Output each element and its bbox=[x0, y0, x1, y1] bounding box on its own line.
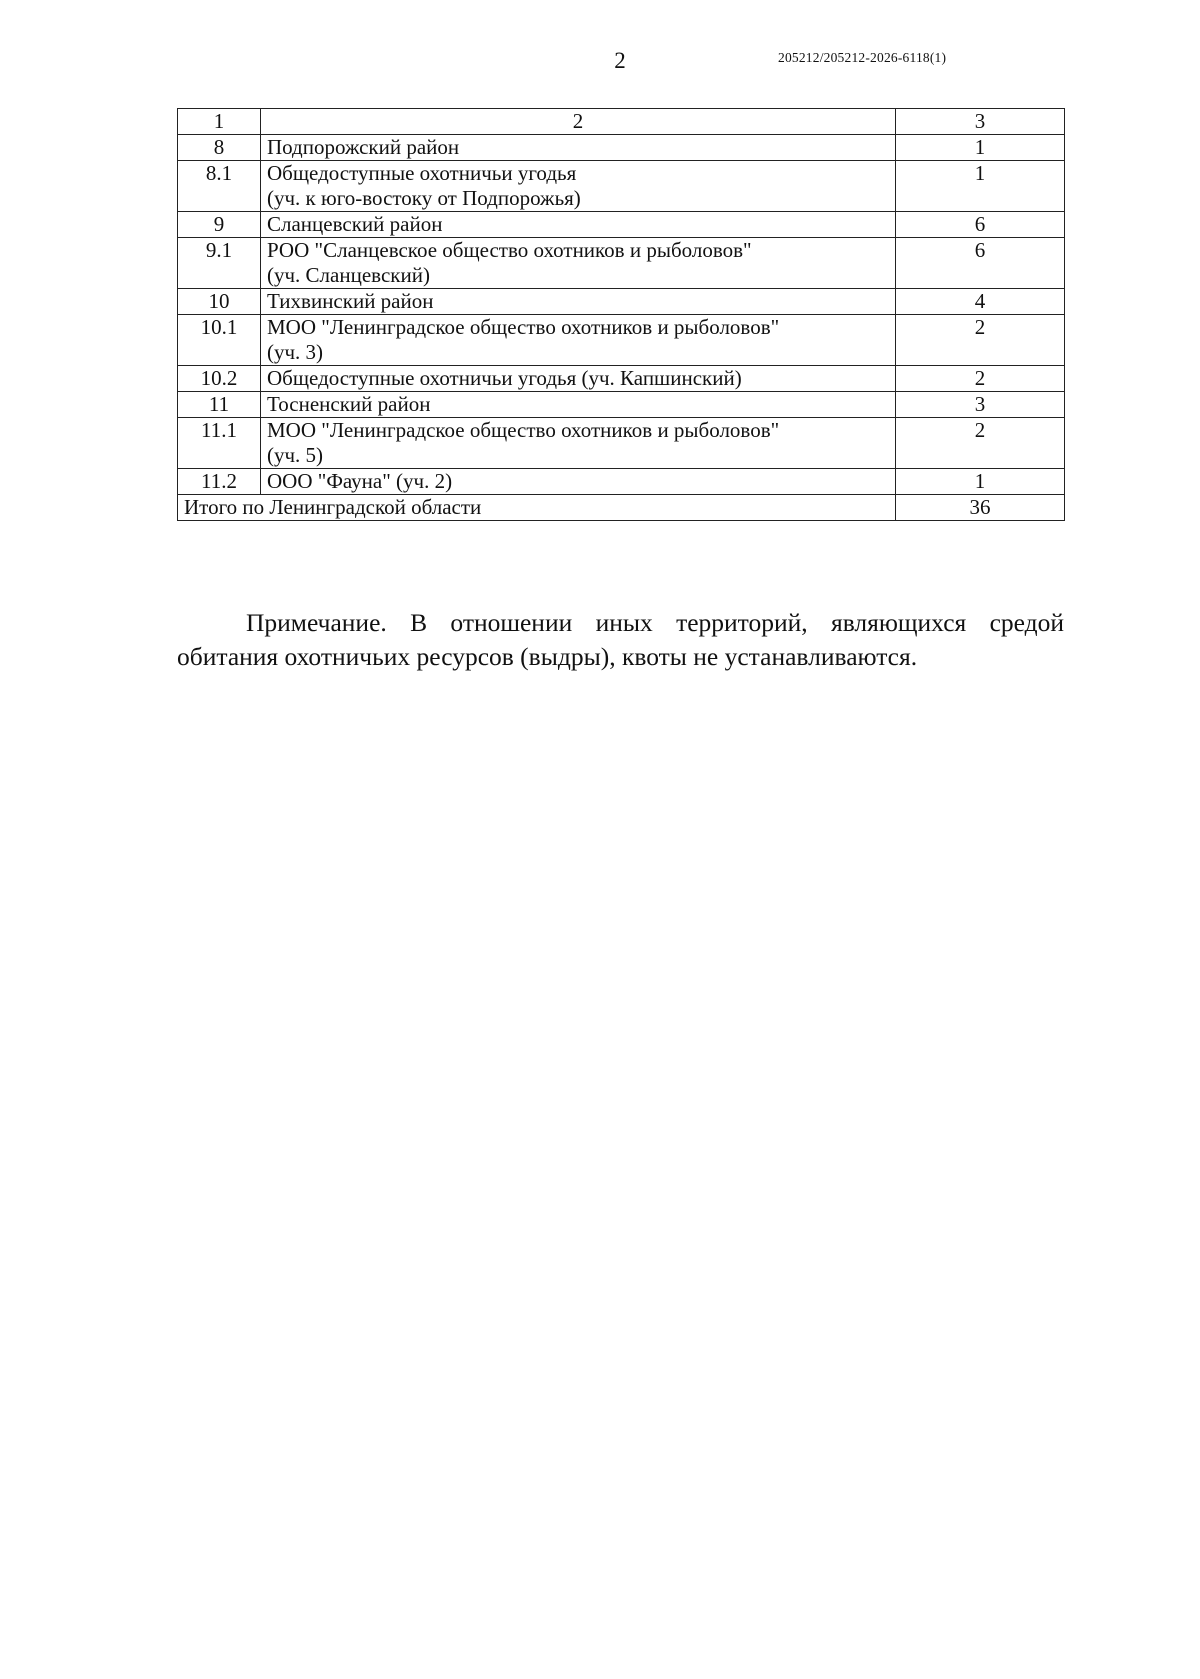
row-number: 9.1 bbox=[178, 238, 261, 289]
territory-name: Общедоступные охотничьи угодья (уч. Капшинский) bbox=[261, 366, 896, 392]
quota-value: 2 bbox=[896, 418, 1065, 469]
table-row bbox=[178, 418, 1065, 469]
quota-table bbox=[177, 108, 1065, 521]
quota-value: 2 bbox=[896, 366, 1065, 392]
row-number: 10.2 bbox=[178, 366, 261, 392]
table-row bbox=[178, 135, 1065, 161]
territory-name: Тосненский район bbox=[261, 392, 896, 418]
quota-value: 1 bbox=[896, 161, 1065, 212]
quota-value: 6 bbox=[896, 212, 1065, 238]
row-number: 8 bbox=[178, 135, 261, 161]
territory-name: Тихвинский район bbox=[261, 289, 896, 315]
quota-value: 3 bbox=[896, 392, 1065, 418]
table-row bbox=[178, 366, 1065, 392]
table-row bbox=[178, 161, 1065, 212]
territory-name-line-2: (уч. 3) bbox=[267, 340, 324, 364]
document-code: 205212/205212-2026-6118(1) bbox=[778, 50, 947, 65]
quota-value: 1 bbox=[896, 469, 1065, 495]
row-number: 11 bbox=[178, 392, 261, 418]
row-number: 11.1 bbox=[178, 418, 261, 469]
territory-name-line-2: (уч. Сланцевский) bbox=[267, 263, 430, 287]
quota-value: 2 bbox=[896, 315, 1065, 366]
territory-name: Подпорожский район bbox=[261, 135, 896, 161]
table-row bbox=[178, 212, 1065, 238]
territory-name-line-1: Общедоступные охотничьи угодья bbox=[267, 161, 577, 185]
row-number: 11.2 bbox=[178, 469, 261, 495]
table-header-row bbox=[178, 109, 1065, 135]
territory-name-line-2: (уч. 5) bbox=[267, 443, 324, 467]
territory-name-line-1: РОО "Сланцевское общество охотников и рыболовов" bbox=[267, 238, 752, 262]
quota-value: 1 bbox=[896, 135, 1065, 161]
table-row bbox=[178, 392, 1065, 418]
territory-name-line-1: МОО "Ленинградское общество охотников и рыболовов" bbox=[267, 315, 780, 339]
territory-name-line-2: (уч. к юго-востоку от Подпорожья) bbox=[267, 186, 581, 210]
territory-name bbox=[261, 418, 896, 469]
territory-name: Сланцевский район bbox=[261, 212, 896, 238]
territory-name bbox=[261, 161, 896, 212]
column-number-2: 2 bbox=[261, 109, 896, 135]
row-number: 8.1 bbox=[178, 161, 261, 212]
table-row bbox=[178, 289, 1065, 315]
quota-value: 4 bbox=[896, 289, 1065, 315]
territory-name bbox=[261, 315, 896, 366]
territory-name bbox=[261, 238, 896, 289]
column-number-1: 1 bbox=[178, 109, 261, 135]
table-row bbox=[178, 315, 1065, 366]
total-value: 36 bbox=[896, 495, 1065, 521]
row-number: 9 bbox=[178, 212, 261, 238]
table-total-row bbox=[178, 495, 1065, 521]
row-number: 10.1 bbox=[178, 315, 261, 366]
note-paragraph: Примечание. В отношении иных территорий, являющихся средой обитания охотничьих ресурсов (выдры), квоты не устанавливаются. bbox=[177, 607, 1064, 671]
page-number: 2 bbox=[614, 48, 626, 73]
column-number-3: 3 bbox=[896, 109, 1065, 135]
territory-name-line-1: МОО "Ленинградское общество охотников и рыболовов" bbox=[267, 418, 780, 442]
quota-value: 6 bbox=[896, 238, 1065, 289]
table-row bbox=[178, 469, 1065, 495]
territory-name: ООО "Фауна" (уч. 2) bbox=[261, 469, 896, 495]
table-row bbox=[178, 238, 1065, 289]
row-number: 10 bbox=[178, 289, 261, 315]
total-label: Итого по Ленинградской области bbox=[178, 495, 896, 521]
